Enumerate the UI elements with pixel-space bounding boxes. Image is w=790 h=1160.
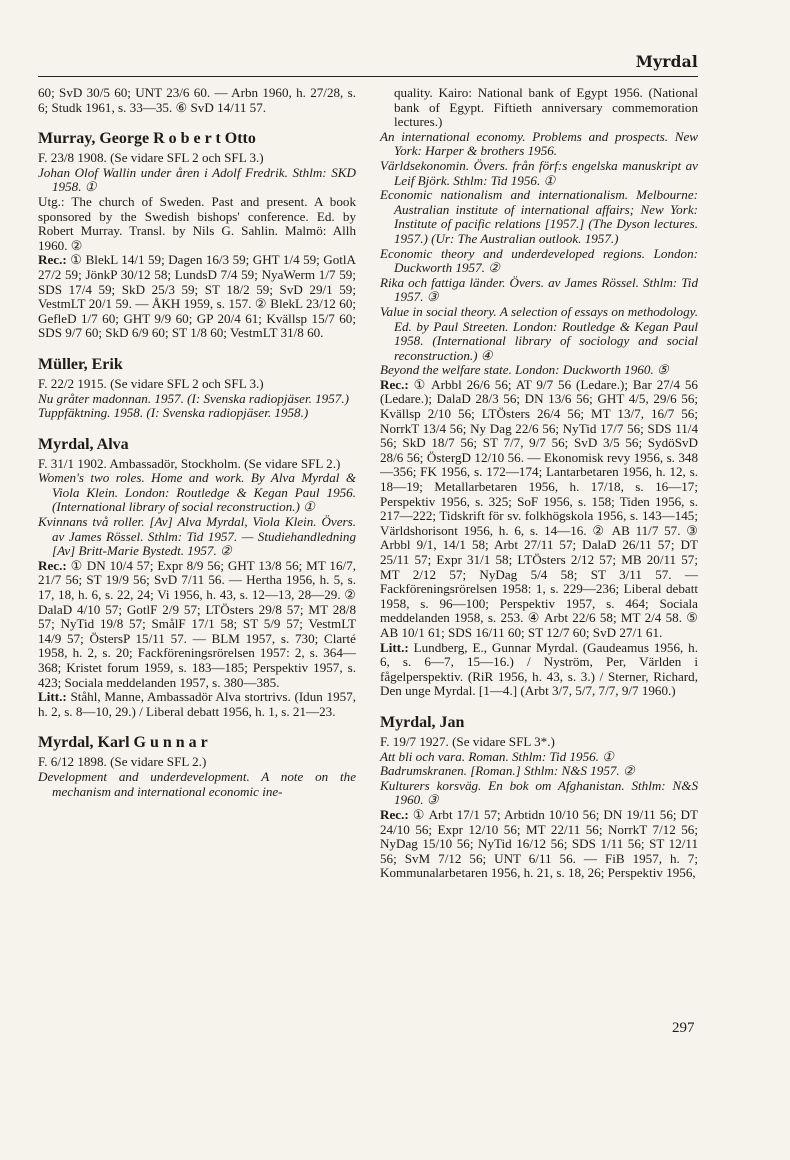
work-text: Nu gråter madonnan. 1957. (I: Svenska radiopjäser. 1957.) <box>38 390 349 406</box>
work-entry <box>380 305 698 363</box>
work-text: Development and underdevelopment. A note on the mechanism and international economic ine- <box>38 768 356 799</box>
work-entry <box>38 471 356 515</box>
work-entry <box>380 247 698 276</box>
work-entry <box>380 188 698 246</box>
rec-label: Rec.: <box>380 376 409 392</box>
entry-heading-gunnar: Myrdal, Karl G u n n a r <box>38 734 208 752</box>
litt-paragraph <box>380 641 698 699</box>
continued-text: 60; SvD 30/5 60; UNT 23/6 60. — Arbn 1960, h. 27/28, s. 6; Studk 1961, s. 33—35. ⑥ SvD 14/11 57. <box>38 85 356 115</box>
rec-text: ① BlekL 14/1 59; Dagen 16/3 59; GHT 1/4 59; GotlA 27/2 59; JönkP 30/12 58; LundsD 7/4 59; NyaWerm 1/7 59; SDS 17/4 59; SkD 25/3 59; ST 18/2 59; SvD 29/1 59; VestmLT 20/1 59. — ÅKH 1959, s. 157. ② BlekL 23/12 60; GefleD 1/7 60; GHT 9/9 60; GP 20/4 61; Kvällsp 15/7 60; SDS 9/7 60; SkD 6/9 60; ST 1/8 60; VestmLT 31/8 60. <box>38 252 356 341</box>
birth-line: F. 6/12 1898. (Se vidare SFL 2.) <box>38 754 207 770</box>
work-text: Tuppfäktning. 1958. (I: Svenska radiopjäser. 1958.) <box>38 405 309 421</box>
litt-paragraph <box>38 690 356 719</box>
rec-label: Rec.: <box>38 557 67 573</box>
work-text: Kvinnans två roller. [Av] Alva Myrdal, Viola Klein. Övers. av James Rössel. Sthlm: Tid 1957. — Studiehandledning [Av] Britt-Marie Bystedt. 1957. ② <box>38 514 356 559</box>
work-text: Economic theory and underdeveloped regions. London: Duckworth 1957. ② <box>380 245 698 276</box>
birth-line: F. 19/7 1927. (Se vidare SFL 3*.) <box>380 733 555 749</box>
work-text: Att bli och vara. Roman. Sthlm: Tid 1956. ① <box>380 748 614 764</box>
continued-text: quality. Kairo: National bank of Egypt 1956. (National bank of Egypt. Fiftieth anniversary commemoration lectures.) <box>394 85 698 130</box>
page-number: 297 <box>672 1020 695 1036</box>
work-entry <box>380 276 698 305</box>
work-entry <box>38 770 356 799</box>
work-entry <box>380 159 698 188</box>
work-entry <box>380 764 698 779</box>
work-text: Value in social theory. A selection of essays on methodology. Ed. by Paul Streeten. London: Routledge & Kegan Paul 1958. (International library of sociology and social reconstruction.) ④ <box>380 303 698 363</box>
rec-paragraph <box>380 378 698 641</box>
work-entry <box>380 130 698 159</box>
entry-heading-jan: Myrdal, Jan <box>380 713 465 731</box>
rec-paragraph <box>38 253 356 341</box>
litt-text: Ståhl, Manne, Ambassadör Alva stortrivs. (Idun 1957, h. 2, s. 8—10, 29.) / Liberal debatt 1956, h. 1, s. 21—23. <box>38 689 356 719</box>
left-column <box>38 86 356 799</box>
birth-line: F. 22/2 1915. (Se vidare SFL 2 och SFL 3.) <box>38 375 264 391</box>
header-rule <box>38 76 698 77</box>
utg-paragraph: Utg.: The church of Sweden. Past and present. A book sponsored by the Swedish bishops' conference. Ed. by Robert Murray. Transl. by Nils G. Sahlin. Malmö: Allh 1960. ② <box>38 193 356 253</box>
entry-heading-alva: Myrdal, Alva <box>38 435 129 453</box>
work-text: Kulturers korsväg. En bok om Afghanistan. Sthlm: N&S 1960. ③ <box>380 777 698 808</box>
work-entry <box>380 363 698 378</box>
work-text: Rika och fattiga länder. Övers. av James Rössel. Sthlm: Tid 1957. ③ <box>380 274 698 305</box>
work-text: Badrumskranen. [Roman.] Sthlm: N&S 1957. ② <box>380 763 635 779</box>
litt-text: Lundberg, E., Gunnar Myrdal. (Gaudeamus 1956, h. 6, s. 6—7, 15—16.) / Nyström, Per, Världen i fågelperspektiv. (RiR 1956, h. 43, s. 3.) / Sterner, Richard, Den unge Myrdal. [1—4.] (Arbt 3/7, 5/7, 7/7, 9/7 1960.) <box>380 639 698 699</box>
work-text: Women's two roles. Home and work. By Alva Myrdal & Viola Klein. London: Routledge & Kegan Paul 1956. (International library of social reconstruction.) ① <box>38 470 356 515</box>
rec-label: Rec.: <box>380 806 409 822</box>
rec-label: Rec.: <box>38 252 67 268</box>
rec-text: ① DN 10/4 57; Expr 8/9 56; GHT 13/8 56; MT 16/7, 21/7 56; ST 19/9 56; SvD 7/11 56. — Hertha 1956, h. 5, s. 17, 18, h. 6, s. 22, 24; Vi 1956, h. 43, s. 12—13, 28—29. ② DalaD 4/10 57; GotlF 2/9 57; LTÖsters 29/8 57; MT 28/8 57; NyTid 19/8 57; SmålF 17/1 58; ST 5/9 57; VestmLT 14/9 57; ÖstersP 15/11 57. — BLM 1957, s. 730; Clarté 1958, h. 2, s. 20; Fackföreningsrörelsen 1957: 2, s. 364—368; Kristet forum 1959, s. 183—185; Perspektiv 1957, s. 423; Sociala meddelanden 1957, s. 380—385. <box>38 557 356 690</box>
work-text: Världsekonomin. Övers. från förf:s engelska manuskript av Leif Björk. Sthlm: Tid 1956. ① <box>380 157 698 188</box>
work-entry <box>38 515 356 559</box>
running-head: Myrdal <box>635 52 698 71</box>
work-text: Economic nationalism and internationalism. Melbourne: Australian institute of international affairs; New York: Institute of pacific relations [1957.] (The Dyson lectures. 1957.) (Ur: The Australian outlook. 1957.) <box>380 187 698 246</box>
rec-paragraph <box>380 808 698 881</box>
work-entry <box>38 406 356 421</box>
litt-label: Litt.: <box>380 639 409 655</box>
work-entry <box>380 750 698 765</box>
entry-heading-murray: Murray, George R o b e r t Otto <box>38 130 256 148</box>
birth-line: F. 23/8 1908. (Se vidare SFL 2 och SFL 3.) <box>38 150 264 166</box>
work-text: Beyond the welfare state. London: Duckworth 1960. ⑤ <box>380 362 669 378</box>
work-entry <box>380 779 698 808</box>
birth-line: F. 31/1 1902. Ambassadör, Stockholm. (Se vidare SFL 2.) <box>38 455 341 471</box>
right-column <box>380 86 698 881</box>
work-text: An international economy. Problems and prospects. New York: Harper & brothers 1956. <box>380 128 698 159</box>
work-entry <box>38 166 356 195</box>
rec-text: ① Arbbl 26/6 56; AT 9/7 56 (Ledare.); Bar 27/4 56 (Ledare.); DalaD 28/3 56; DN 13/6 56; GHT 4/5, 29/6 56; Kvällsp 2/10 56; LTÖsters 26/4 56; MT 13/7, 16/7 56; NorrkT 13/4 56; Ny Dag 22/6 56; NyTid 17/7 56; SDS 11/4 56; SkD 18/7 56; ST 7/7, 9/7 56; SvD 3/5 56; SydöSvD 28/6 56; ÖstergD 12/10 56. — Ekonomisk revy 1956, s. 348—356; FK 1956, s. 172—174; Lantarbetaren 1956, h. 12, s. 18—19; Metallarbetaren 1956, h. 17/18, s. 16—17; Perspektiv 1956, s. 325; SoF 1956, s. 158; Tiden 1956, s. 217—222; Tidskrift för sv. folkhögskola 1956, s. 143—145; Världshorisont 1956, h. 6, s. 14—16. ② AB 11/7 57. ③ Arbbl 9/1, 14/1 58; Arbt 27/11 57; DalaD 26/11 57; DT 25/11 57; Expr 31/1 58; LTÖsters 2/12 57; MB 20/11 57; MT 2/12 57; NyDag 5/4 58; ST 3/11 57. — Fackföreningsrörelsen 1958: 1, s. 229—236; Liberal debatt 1958, s. 96—100; Perspektiv 1957, s. 464; Sociala meddelanden 1958, s. 253. ④ Arbt 22/6 58; MT 2/4 58. ⑤ AB 10/1 61; SDS 16/11 60; ST 12/7 60; SvD 27/1 61. <box>380 376 698 640</box>
rec-paragraph <box>38 559 356 690</box>
rec-text: ① Arbt 17/1 57; Arbtidn 10/10 56; DN 19/11 56; DT 24/10 56; Expr 12/10 56; MT 22/11 56; NorrkT 7/12 56; NyDag 15/10 56; NyTid 16/12 56; SDS 1/11 56; ST 12/11 56; SvM 7/12 56; UNT 6/11 56. — FiB 1957, h. 7; Kommunalarbetaren 1956, h. 21, s. 18, 26; Perspektiv 1956, <box>380 806 698 881</box>
entry-heading-muller: Müller, Erik <box>38 355 123 373</box>
litt-label: Litt.: <box>38 689 67 705</box>
work-entry <box>38 392 356 407</box>
work-text: Johan Olof Wallin under åren i Adolf Fredrik. Sthlm: SKD 1958. ① <box>38 164 356 195</box>
